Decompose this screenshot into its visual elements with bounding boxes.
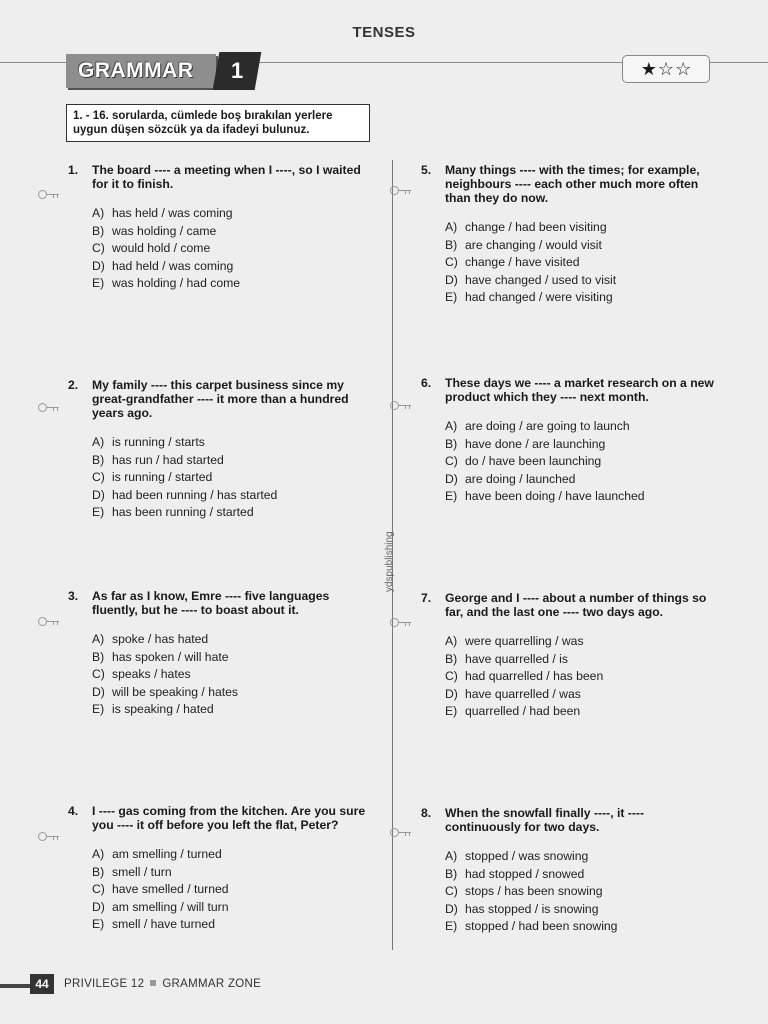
option-text: stops / has been snowing [465,884,603,899]
option-letter: D) [92,258,105,273]
option-letter: A) [445,849,458,863]
option-b[interactable] [92,864,368,882]
option-text: are changing / would visit [465,237,602,252]
footer-series [64,978,261,990]
key-icon [390,617,412,627]
question-text: As far as I know, Emre ---- five languages fluently, but he ---- to boast about it. [92,589,330,617]
question-number: 5. [421,163,432,177]
option-text: do / have been launching [465,454,602,469]
option-letter: C) [92,470,105,485]
option-b[interactable] [445,866,721,884]
options-list [92,205,368,293]
question-1 [68,163,368,293]
option-a[interactable] [92,434,368,452]
option-c[interactable] [92,469,368,487]
key-icon [390,400,412,410]
option-letter: A) [445,220,458,234]
option-text: has run / had started [112,452,224,467]
question-number: 2. [68,378,79,392]
option-a[interactable] [445,848,721,866]
question-number: 8. [421,806,432,820]
option-a[interactable] [445,219,721,237]
option-b[interactable] [445,436,721,454]
option-letter: A) [445,419,458,433]
star-empty-icon: ☆ [657,59,675,79]
question-number: 4. [68,804,79,818]
option-d[interactable] [445,272,721,290]
question-text: My family ---- this carpet business since my great-grandfather ---- it more than a hundred years ago. [92,378,349,420]
option-c[interactable] [445,254,721,272]
option-text: was holding / had come [112,276,241,291]
option-c[interactable] [92,666,368,684]
option-letter: C) [92,241,105,256]
option-text: is running / started [112,470,213,485]
option-text: are doing / are going to launch [465,419,630,433]
option-text: had been running / has started [112,487,278,502]
option-text: are doing / launched [465,471,576,486]
options-list [445,219,721,307]
option-text: is running / starts [112,435,205,449]
option-letter: C) [92,882,105,897]
option-letter: A) [92,847,105,861]
option-letter: D) [92,487,105,502]
key-icon [38,831,60,841]
option-d[interactable] [92,258,368,276]
option-text: spoke / has hated [112,632,209,646]
question-text: I ---- gas coming from the kitchen. Are you sure you ---- it off before you left the flat, Peter? [92,804,366,832]
star-filled-icon: ★ [640,59,657,79]
options-list [445,848,721,936]
option-letter: B) [92,864,105,879]
options-list [92,434,368,522]
option-e[interactable] [92,916,368,934]
option-letter: E) [92,917,105,932]
option-letter: B) [92,649,105,664]
option-letter: A) [92,435,105,449]
page-title: TENSES [352,24,416,41]
option-text: am smelling / will turn [112,899,229,914]
option-e[interactable] [445,488,721,506]
series-title: PRIVILEGE 12 [64,978,145,990]
option-text: has held / was coming [112,206,233,220]
option-letter: B) [92,452,105,467]
option-c[interactable] [445,453,721,471]
option-text: speaks / hates [112,667,191,682]
option-text: is speaking / hated [112,702,214,717]
option-a[interactable] [92,631,368,649]
option-letter: E) [92,276,105,291]
key-icon [38,402,60,412]
option-d[interactable] [92,899,368,917]
option-letter: B) [445,436,458,451]
option-b[interactable] [92,649,368,667]
option-c[interactable] [445,883,721,901]
key-icon [390,185,412,195]
option-text: was holding / came [112,223,217,238]
option-text: stopped / had been snowing [465,919,618,934]
options-list [445,418,721,506]
option-e[interactable] [92,504,368,522]
grammar-badge-number-text: 1 [230,58,244,83]
option-d[interactable] [445,686,721,704]
key-icon [38,189,60,199]
option-letter: E) [445,290,458,305]
option-text: had quarrelled / has been [465,669,604,684]
option-text: quarrelled / had been [465,704,581,719]
option-letter: E) [92,505,105,520]
option-text: smell / turn [112,864,172,879]
section-title: GRAMMAR ZONE [162,978,262,990]
option-b[interactable] [92,452,368,470]
option-a[interactable] [445,418,721,436]
option-letter: D) [445,686,458,701]
difficulty-rating [622,55,710,83]
option-a[interactable] [445,633,721,651]
option-b[interactable] [92,223,368,241]
question-5 [421,163,721,307]
option-letter: A) [92,206,105,220]
option-text: have done / are launching [465,436,606,451]
question-text: Many things ---- with the times; for example, neighbours ---- each other much more often than they do now. [445,163,700,205]
option-b[interactable] [445,237,721,255]
option-text: smell / have turned [112,917,215,932]
question-3 [68,589,368,719]
option-text: have quarrelled / is [465,651,568,666]
grammar-badge-number [213,52,262,90]
question-6 [421,376,721,506]
option-d[interactable] [445,471,721,489]
square-bullet-icon [150,980,156,986]
option-letter: B) [445,651,458,666]
option-e[interactable] [92,275,368,293]
option-letter: E) [92,702,105,717]
option-letter: C) [445,255,458,270]
question-7 [421,591,721,721]
option-text: had held / was coming [112,258,234,273]
option-text: would hold / come [112,241,211,256]
option-d[interactable] [92,487,368,505]
option-text: has spoken / will hate [112,649,229,664]
option-text: has stopped / is snowing [465,901,599,916]
option-text: had stopped / snowed [465,866,585,881]
option-a[interactable] [92,846,368,864]
footer-bar [0,984,30,988]
question-4 [68,804,368,934]
option-c[interactable] [445,668,721,686]
option-text: were quarrelling / was [465,634,584,648]
instruction-box: 1. - 16. sorularda, cümlede boş bırakılan yerlere uygun düşen sözcük ya da ifadeyi bulunuz. [66,104,370,142]
option-text: have smelled / turned [112,882,229,897]
option-e[interactable] [445,703,721,721]
option-d[interactable] [445,901,721,919]
options-list [445,633,721,721]
question-number: 7. [421,591,432,605]
question-text: These days we ---- a market research on a new product which they ---- next month. [445,376,714,404]
option-letter: C) [92,667,105,682]
option-letter: A) [445,634,458,648]
option-text: am smelling / turned [112,847,222,861]
option-c[interactable] [92,240,368,258]
option-e[interactable] [445,918,721,936]
page-number: 44 [30,974,54,994]
star-empty-icon: ☆ [675,59,692,79]
key-icon [38,616,60,626]
publisher-side-text: ydspublishing [384,531,395,592]
option-text: will be speaking / hates [112,684,239,699]
option-text: have quarrelled / was [465,686,581,701]
option-text: had changed / were visiting [465,290,613,305]
option-letter: B) [445,866,458,881]
option-letter: D) [445,471,458,486]
option-letter: D) [445,272,458,287]
option-text: have changed / used to visit [465,272,617,287]
options-list [92,846,368,934]
question-number: 3. [68,589,79,603]
question-2 [68,378,368,522]
option-d[interactable] [92,684,368,702]
options-list [92,631,368,719]
option-a[interactable] [92,205,368,223]
option-text: change / had been visiting [465,220,607,234]
option-text: has been running / started [112,505,254,520]
option-e[interactable] [445,289,721,307]
option-letter: C) [445,669,458,684]
grammar-badge [66,54,242,88]
option-letter: B) [92,223,105,238]
option-letter: D) [92,899,105,914]
key-icon [390,827,412,837]
option-e[interactable] [92,701,368,719]
option-letter: E) [445,489,458,504]
option-letter: B) [445,237,458,252]
option-letter: E) [445,919,458,934]
question-text: George and I ---- about a number of things so far, and the last one ---- two days ago. [445,591,707,619]
grammar-badge-label: GRAMMAR [78,59,194,82]
option-letter: D) [92,684,105,699]
option-b[interactable] [445,651,721,669]
question-text: When the snowfall finally ----, it ---- continuously for two days. [445,806,645,834]
option-text: stopped / was snowing [465,849,589,863]
option-letter: C) [445,884,458,899]
option-letter: E) [445,704,458,719]
question-8 [421,806,721,936]
question-number: 1. [68,163,79,177]
option-text: have been doing / have launched [465,489,645,504]
option-letter: C) [445,454,458,469]
option-c[interactable] [92,881,368,899]
option-letter: D) [445,901,458,916]
question-number: 6. [421,376,432,390]
option-text: change / have visited [465,255,580,270]
option-letter: A) [92,632,105,646]
question-text: The board ---- a meeting when I ----, so I waited for it to finish. [92,163,361,191]
